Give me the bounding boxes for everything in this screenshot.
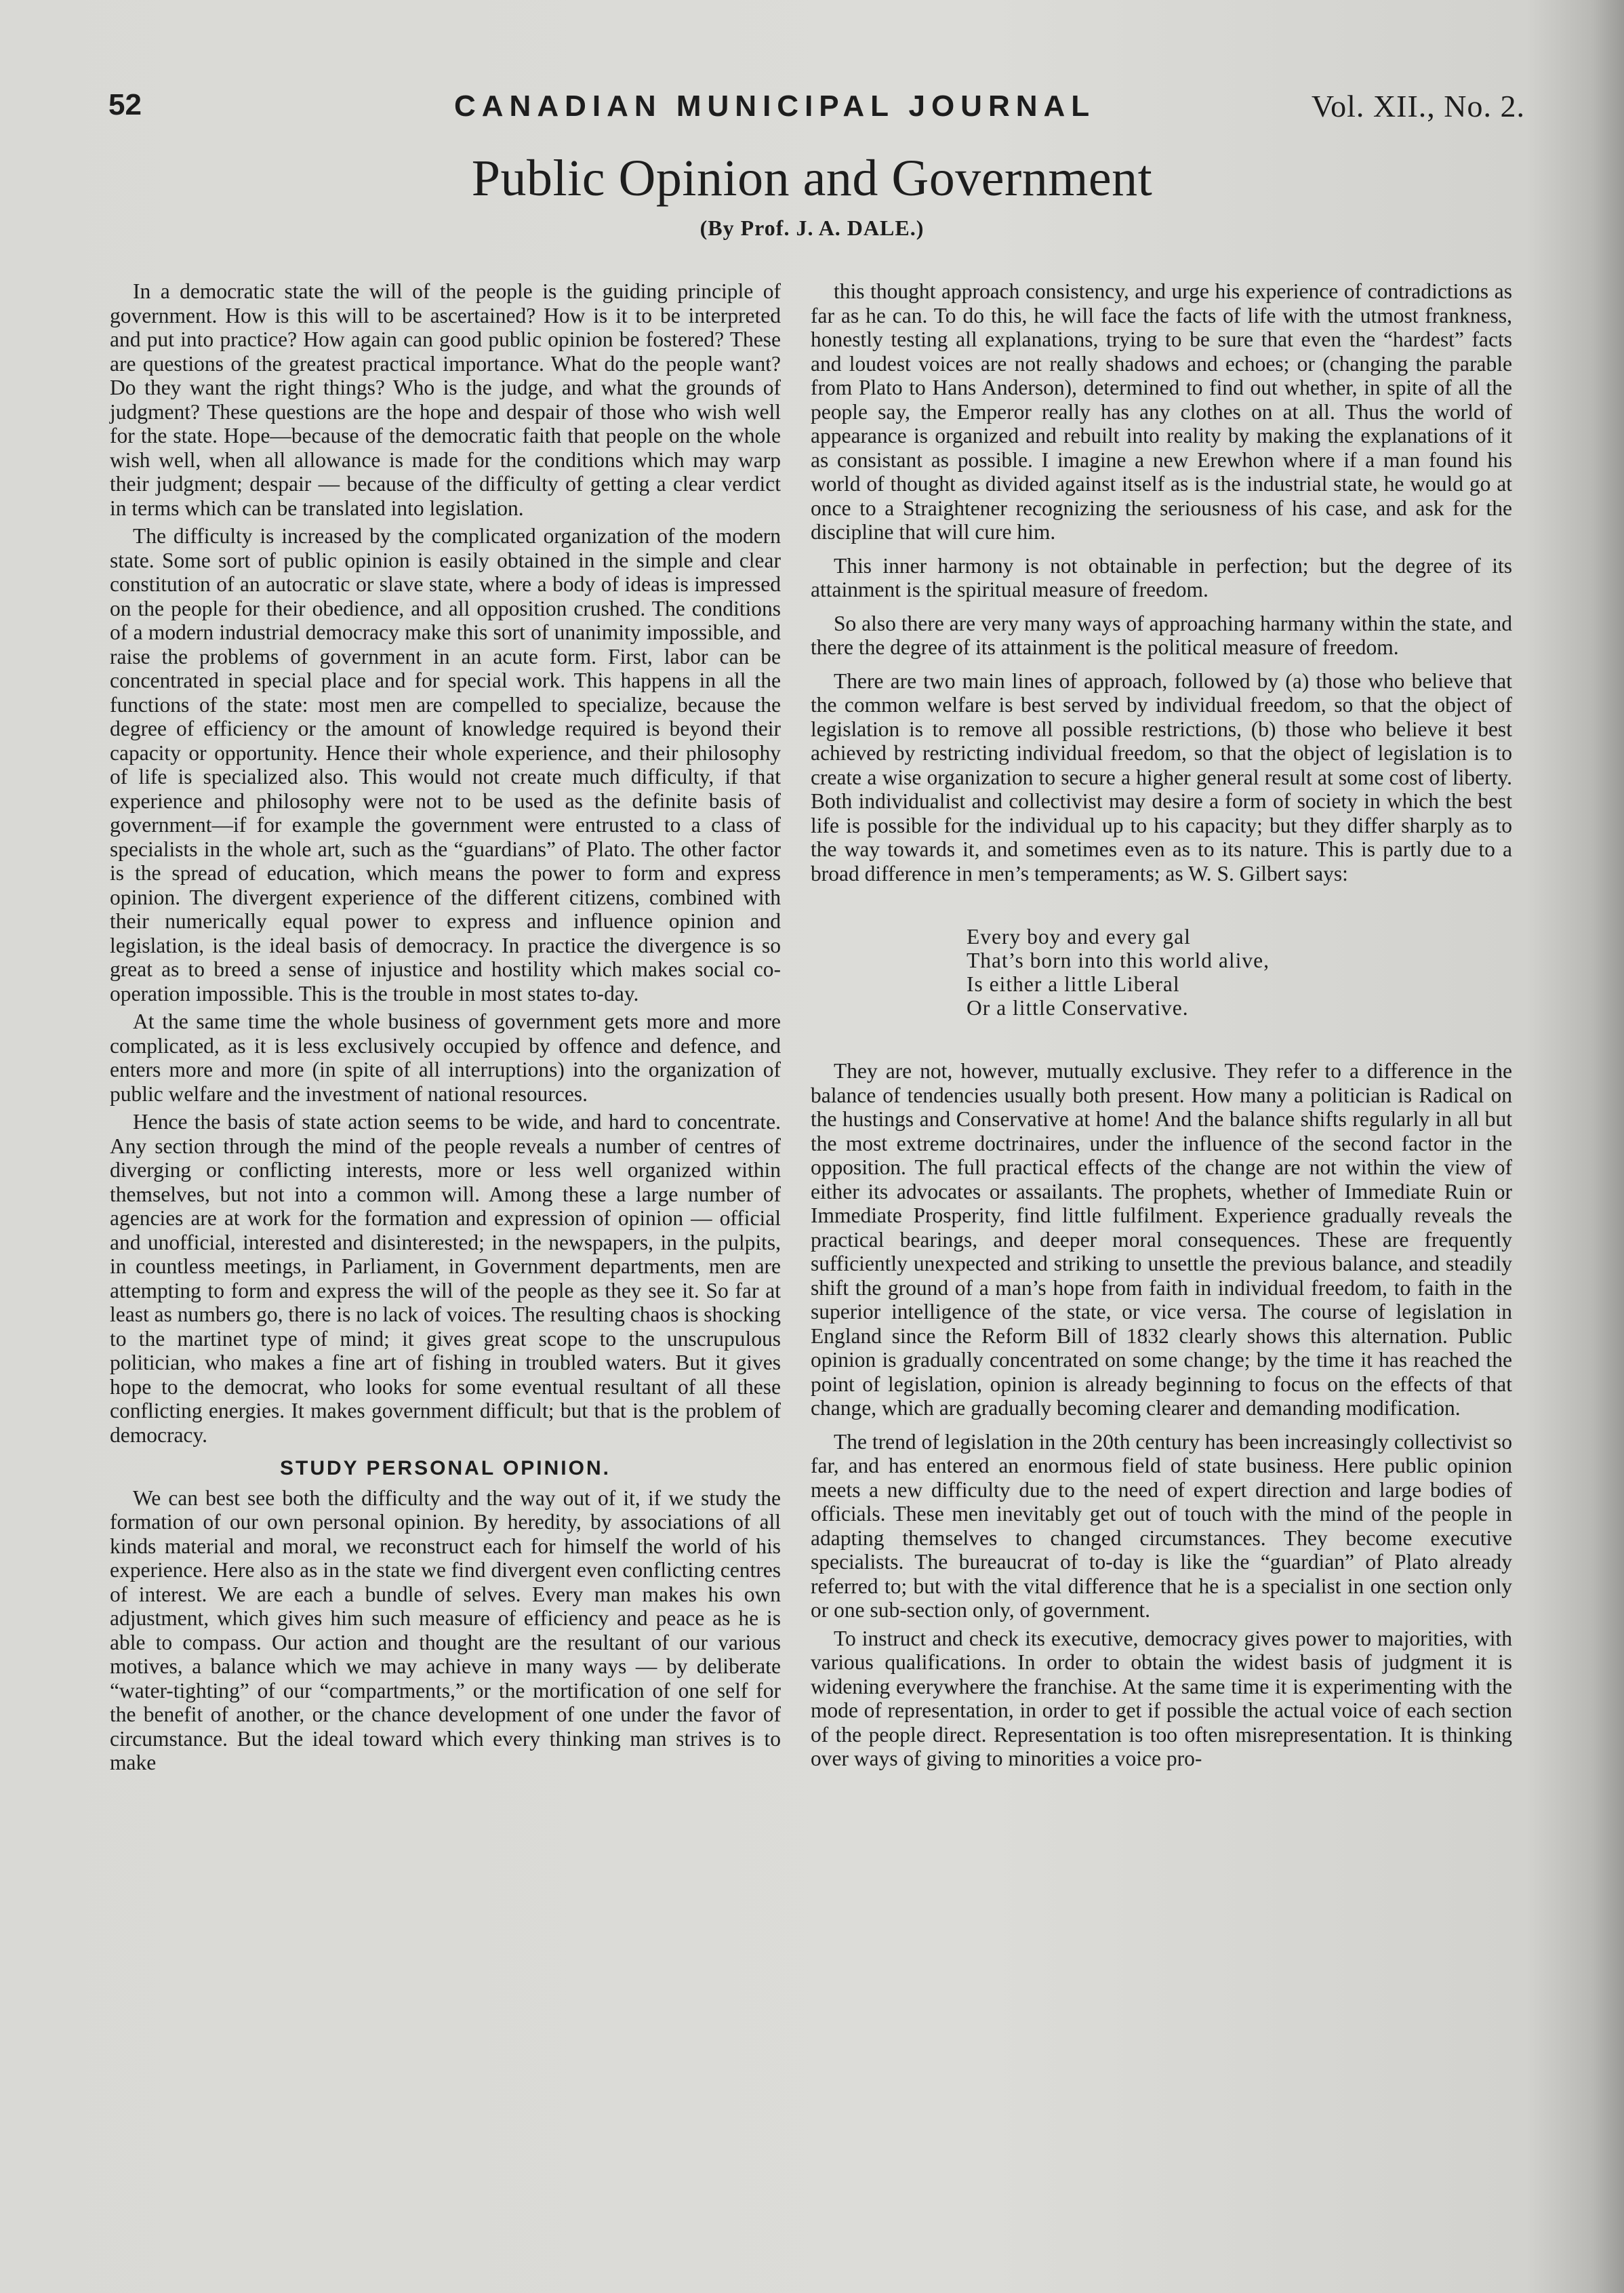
- paragraph: This inner harmony is not obtainable in perfection; but the degree of its attainment is the spiritual measure of freedom.: [811, 553, 1512, 601]
- verse-line: Every boy and every gal: [967, 925, 1191, 949]
- paragraph: At the same time the whole business of government gets more and more complicated, as it is less exclusively occupied by offence and defence, and enters more and more (in spite of all interruptions) into the organization of public welfare and the investment of national resources.: [110, 1010, 781, 1106]
- journal-name: CANADIAN MUNICIPAL JOURNAL: [454, 89, 1096, 123]
- right-column: [811, 279, 1512, 1775]
- paragraph: We can best see both the difficulty and the way out of it, if we study the formation of our own personal opinion. By heredity, by associations of all kinds material and moral, we reconstruct each for himself the world of his experience. Here also as in the state we find divergent even conflicting centres of interest. We are each a bundle of selves. Every man makes his own adjustment, which gives him such measure of efficiency and peace as he is able to compass. Our action and thought are the resultant of our various motives, a balance which we may achieve in many ways — by deliberate “water-tighting” of our “compartments,” or the mortification of one self for the benefit of another, or the chance development of one under the favor of circumstance. But the ideal toward which every thinking man strives is to make: [110, 1486, 781, 1774]
- paragraph: this thought approach consistency, and urge his experience of contradictions as far as he can. To do this, he will face the facts of life with the utmost frankness, honestly testing all explanations, trying to be sure that even the “hardest” facts and loudest voices are not really shadows and echoes; or (changing the parable from Plato to Hans Anderson), determined to find out whether, in spite of all the people say, the Emperor really has any clothes on at all. Thus the world of appearance is organized and rebuilt into reality by making the explanations of it as consistant as possible. I imagine a new Erewhon where if a man found his world of thought as divided against itself as is the industrial state, he would go at once to a Straightener recognizing the seriousness of his case, and ask for the discipline that will cure him.: [811, 279, 1512, 544]
- verse-line: That’s born into this world alive,: [967, 949, 1270, 972]
- page-number: 52: [108, 88, 142, 121]
- issue-number: Vol. XII., No. 2.: [1311, 89, 1525, 123]
- verse-line: Is either a little Liberal: [967, 972, 1180, 996]
- running-header: [108, 88, 1525, 136]
- verse-line: Or a little Conservative.: [967, 996, 1189, 1020]
- paragraph: Hence the basis of state action seems to be wide, and hard to concentrate. Any section through the mind of the people reveals a number of centres of diverging or conflicting interests, more or less well organized within themselves, but not into a common will. Among these a large number of agencies are at work for the formation and expression of opinion — official and unofficial, interested and disinterested; in the newspapers, in the pulpits, in countless meetings, in Parliament, in Government departments, men are attempting to form and express the will of the people as they see it. So far at least as numbers go, there is no lack of voices. The resulting chaos is shocking to the martinet type of mind; it gives great scope to the unscrupulous politician, who makes a fine art of fishing in troubled waters. But it gives hope to the democrat, who looks for some eventual resultant of all these conflicting energies. It makes government difficult; but that is the problem of democracy.: [110, 1110, 781, 1447]
- paragraph: The difficulty is increased by the complicated organization of the modern state. Some sort of public opinion is easily obtained in the simple and clear constitution of an autocratic or slave state, where a body of ideas is impressed on the people for their obedience, and all opposition crushed. The conditions of a modern industrial democracy make this sort of unanimity impossible, and raise the problems of government in an acute form. First, labor can be concentrated in special place and for special work. This happens in all the functions of the state: most men are compelled to specialize, because the degree of efficiency or the amount of knowledge required is beyond their capacity or opportunity. Hence their whole experience, and their philosophy of life is specialized also. This would not create much difficulty, if that experience and philosophy were not to be used as the definite basis of government—if for example the government were entrusted to a class of specialists in the whole art, such as the “guardians” of Plato. The other factor is the spread of education, which means the power to form and express opinion. The divergent experience of the different citizens, combined with their numerically equal power to express and influence opinion and legislation, is the ideal basis of democracy. In practice the divergence is so great as to breed a sense of injustice and hostility which makes social co-operation impossible. This is the trouble in most states to-day.: [110, 524, 781, 1005]
- paragraph: To instruct and check its executive, democracy gives power to majorities, with various qualifications. In order to obtain the widest basis of judgment it is widening everywhere the franchise. At the same time it is experimenting with the mode of representation, in order to get if possible the actual voice of each section of the people direct. Representation is too often misrepresentation. It is thinking over ways of giving to minorities a voice pro-: [811, 1626, 1512, 1770]
- paragraph: There are two main lines of approach, followed by (a) those who believe that the common welfare is best served by individual freedom, so that the object of legislation is to remove all possible restrictions, (b) those who believe it best achieved by restricting individual freedom, so that the object of legislation is to create a wise organization to secure a higher general result at some cost of liberty. Both individualist and collectivist may desire a form of society in which the best life is possible for the individual up to his capacity; but they differ sharply as to the way towards it, and sometimes even as to its nature. This is partly due to a broad difference in men’s temperaments; as W. S. Gilbert says:: [811, 669, 1512, 885]
- paragraph: They are not, however, mutually exclusive. They refer to a difference in the balance of tendencies usually both present. How many a politician is Radical on the hustings and Conservative at home! And the balance shifts regularly in all but the most extreme doctrinaires, under the influence of the second factor in the opposition. The full practical effects of the change are not within the view of either its advocates or assailants. The prophets, whether of Immediate Ruin or Immediate Prosperity, find little fulfilment. Experience gradually reveals the practical bearings, and deeper moral consequences. These are frequently sufficiently unexpected and striking to unsettle the previous balance, and steadily shift the ground of a man’s hope from faith in individual freedom, to faith in the superior intelligence of the state, or vice versa. The course of legislation in England since the Reform Bill of 1832 clearly shows this alternation. Public opinion is gradually concentrated on some change; by the time it has reached the point of legislation, opinion is already beginning to focus on the effects of that change, which are gradually becoming clearer and demanding modification.: [811, 1059, 1512, 1420]
- left-column: [110, 279, 781, 1779]
- article-byline: (By Prof. J. A. DALE.): [699, 216, 925, 240]
- paragraph: In a democratic state the will of the people is the guiding principle of government. How is this will to be ascertained? How is it to be interpreted and put into practice? How again can good public opinion be fostered? These are questions of the greatest practical importance. What do the people want? Do they want the right things? Who is the judge, and what the grounds of judgment? These questions are the hope and despair of those who wish well for the state. Hope—because of the democratic faith that people on the whole wish well, when all allowance is made for the conditions which may warp their judgment; despair — because of the difficulty of getting a clear verdict in terms which can be translated into legislation.: [110, 279, 781, 520]
- paragraph: The trend of legislation in the 20th century has been increasingly collectivist so far, and has entered an enormous field of state business. Here public opinion meets a new difficulty due to the need of expert direction and large bodies of officials. These men inevitably get out of touch with the mind of the people in adapting themselves to changed circumstances. They become executive specialists. The bureaucrat of to-day is like the “guardian” of Plato already referred to; but with the vital difference that he is a specialist in one section only or one sub-section only, of government.: [811, 1429, 1512, 1622]
- verse-quote: [967, 925, 1512, 1020]
- paragraph: So also there are very many ways of approaching harmany within the state, and there the degree of its attainment is the political measure of freedom.: [811, 611, 1512, 659]
- section-heading: STUDY PERSONAL OPINION.: [280, 1457, 611, 1479]
- article-title: Public Opinion and Government: [471, 150, 1153, 207]
